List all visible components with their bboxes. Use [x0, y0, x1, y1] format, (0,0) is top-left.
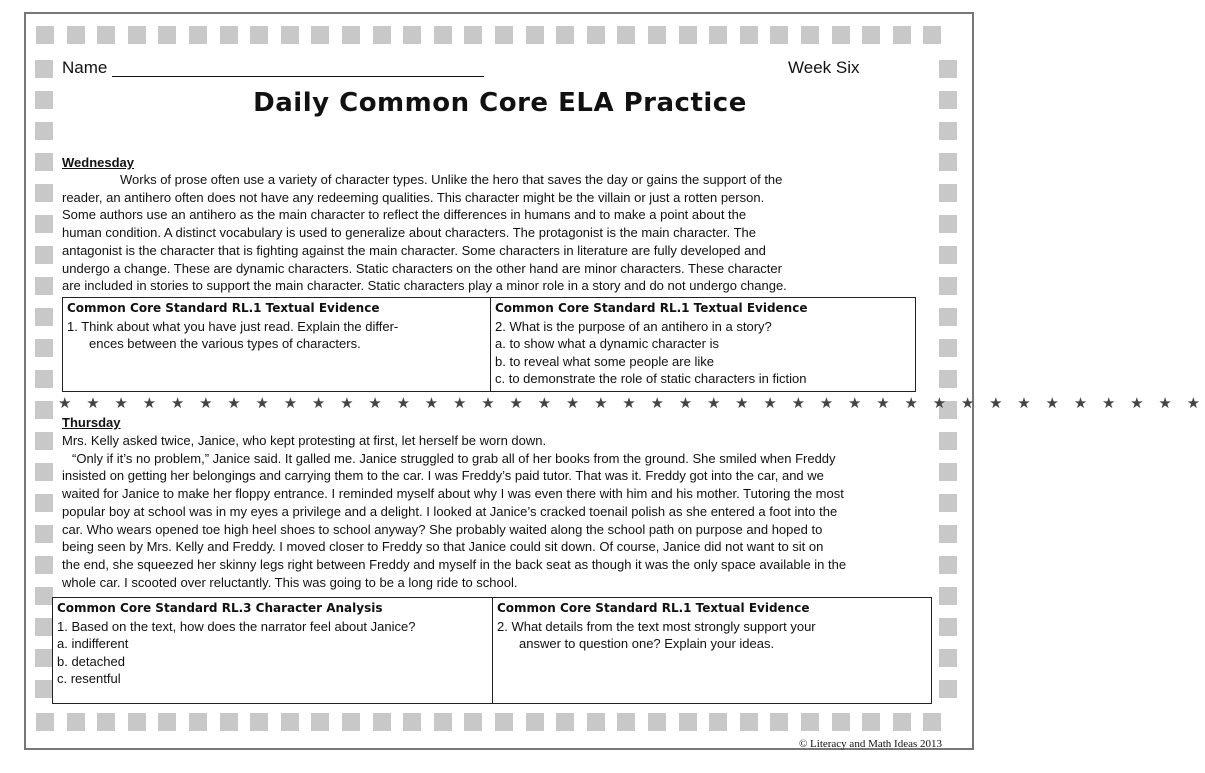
border-square: [35, 153, 53, 171]
question-text: 2. What details from the text most strongly support your: [497, 618, 816, 634]
border-square: [648, 26, 666, 44]
border-square: [35, 370, 53, 388]
wednesday-questions-box: [62, 297, 916, 392]
passage-line: antagonist is the character that is fighting against the main character. Some characters in literature are fully developed and: [62, 242, 766, 258]
border-square: [281, 26, 299, 44]
wednesday-passage: [62, 171, 787, 295]
passage-line: insisted on getting her belongings and carrying them to the car. I was Freddy’s paid tutor. That was it. Freddy got into the car, and we: [62, 468, 824, 484]
question-text: answer to question one? Explain your ideas.: [519, 636, 775, 651]
star-separator: ★ ★ ★ ★ ★ ★ ★ ★ ★ ★ ★ ★ ★ ★ ★ ★ ★ ★ ★ ★ ★ ★ ★ ★ ★ ★ ★ ★ ★ ★ ★ ★ ★ ★ ★ ★ ★ ★ ★ ★ ★: [58, 395, 1205, 412]
border-square: [281, 713, 299, 731]
border-square: [311, 713, 329, 731]
border-square: [220, 713, 238, 731]
passage-line: Works of prose often use a variety of character types. Unlike the hero that saves the day or gains the support of the: [120, 172, 783, 187]
question-text: 2. What is the purpose of an antihero in a story?: [495, 318, 772, 334]
border-square: [709, 26, 727, 44]
name-label: Name: [62, 58, 108, 77]
border-square: [97, 26, 115, 44]
border-square: [939, 494, 957, 512]
border-square: [939, 122, 957, 140]
border-square: [35, 339, 53, 357]
border-square: [67, 713, 85, 731]
border-square: [158, 713, 176, 731]
border-square: [679, 713, 697, 731]
border-square: [434, 713, 452, 731]
border-square: [35, 556, 53, 574]
border-square: [709, 713, 727, 731]
border-square: [35, 587, 53, 605]
wednesday-question-1[interactable]: [63, 298, 490, 391]
border-square: [801, 26, 819, 44]
border-square: [939, 432, 957, 450]
border-square: [403, 26, 421, 44]
page-title: Daily Common Core ELA Practice: [253, 88, 747, 118]
border-square: [464, 713, 482, 731]
border-square: [939, 184, 957, 202]
border-square: [893, 26, 911, 44]
border-square: [35, 215, 53, 233]
border-square: [464, 26, 482, 44]
answer-option-a[interactable]: a. to show what a dynamic character is: [495, 336, 719, 351]
border-square: [556, 26, 574, 44]
standard-label: Common Core Standard RL.1 Textual Evidence: [497, 601, 810, 615]
border-square: [158, 26, 176, 44]
border-square: [434, 26, 452, 44]
week-label: Week Six: [788, 58, 860, 77]
passage-line: car. Who wears opened toe high heel shoes to school anyway? She probably waited along the school path on purpose and hoped to: [62, 521, 823, 537]
passage-line: are included in stories to support the main character. Static characters play a minor role in a story and do not undergo change.: [62, 278, 787, 294]
border-square: [35, 494, 53, 512]
wednesday-question-2: [490, 298, 915, 391]
border-square: [801, 713, 819, 731]
border-square: [35, 308, 53, 326]
border-square: [617, 26, 635, 44]
border-square: [36, 26, 54, 44]
border-square: [923, 26, 941, 44]
passage-line: whole car. I scooted over reluctantly. This was going to be a long ride to school.: [62, 574, 518, 590]
answer-option-c[interactable]: c. resentful: [57, 671, 121, 686]
border-square: [36, 713, 54, 731]
answer-option-b[interactable]: b. to reveal what some people are like: [495, 353, 714, 369]
border-square: [67, 26, 85, 44]
question-text: 1. Based on the text, how does the narrator feel about Janice?: [57, 618, 416, 634]
name-line[interactable]: [112, 76, 484, 77]
border-square: [740, 26, 758, 44]
border-square: [35, 184, 53, 202]
border-square: [832, 26, 850, 44]
border-square: [35, 246, 53, 264]
border-square: [97, 713, 115, 731]
answer-option-b[interactable]: b. detached: [57, 653, 125, 669]
passage-line: “Only if it’s no problem,” Janice said. It galled me. Janice struggled to grab all of her books from the ground. She smiled when Freddy: [72, 450, 836, 466]
border-square: [587, 713, 605, 731]
answer-option-a[interactable]: a. indifferent: [57, 636, 129, 651]
passage-line: the end, she squeezed her skinny legs right between Freddy and myself in the back seat as though it was the only space available in the: [62, 556, 847, 572]
border-square: [35, 680, 53, 698]
border-square: [939, 649, 957, 667]
border-square: [556, 713, 574, 731]
border-square: [35, 463, 53, 481]
thursday-passage: [62, 432, 846, 591]
answer-option-c[interactable]: c. to demonstrate the role of static characters in fiction: [495, 371, 807, 386]
border-square: [939, 556, 957, 574]
border-square: [35, 525, 53, 543]
border-square: [939, 339, 957, 357]
border-square: [403, 713, 421, 731]
border-square: [35, 618, 53, 636]
border-square: [939, 215, 957, 233]
copyright-notice: © Literacy and Math Ideas 2013: [798, 738, 942, 750]
border-square: [939, 308, 957, 326]
passage-line: Some authors use an antihero as the main character to reflect the differences in humans and to make a point about the: [62, 207, 747, 223]
border-square: [939, 618, 957, 636]
border-square: [679, 26, 697, 44]
border-square: [128, 26, 146, 44]
thursday-question-1: [53, 598, 492, 703]
border-square: [128, 713, 146, 731]
day-heading-wednesday: Wednesday: [62, 155, 135, 170]
border-square: [939, 60, 957, 78]
border-square: [862, 713, 880, 731]
border-square: [250, 26, 268, 44]
border-square: [832, 713, 850, 731]
passage-line: undergo a change. These are dynamic characters. Static characters on the other hand are minor characters. These character: [62, 260, 782, 276]
border-square: [220, 26, 238, 44]
border-square: [342, 26, 360, 44]
border-square: [862, 26, 880, 44]
border-square: [939, 370, 957, 388]
passage-line: Mrs. Kelly asked twice, Janice, who kept protesting at first, let herself be worn down.: [62, 433, 547, 448]
border-square: [939, 463, 957, 481]
question-text: 1. Think about what you have just read. Explain the differ-: [67, 318, 399, 334]
border-square: [495, 713, 513, 731]
thursday-questions-box: [52, 597, 932, 704]
border-square: [189, 26, 207, 44]
border-square: [526, 713, 544, 731]
standard-label: Common Core Standard RL.3 Character Analysis: [57, 601, 383, 615]
standard-label: Common Core Standard RL.1 Textual Evidence: [495, 301, 808, 315]
border-square: [939, 525, 957, 543]
border-square: [311, 26, 329, 44]
border-square: [495, 26, 513, 44]
passage-line: waited for Janice to make her floppy entrance. I reminded myself about why I was even there with him and his mother. Tutoring the most: [62, 486, 844, 502]
passage-line: being seen by Mrs. Kelly and Freddy. I moved closer to Freddy so that Janice could sit down. Of course, Janice did not want to sit on: [62, 539, 824, 555]
border-square: [35, 432, 53, 450]
standard-label: Common Core Standard RL.1 Textual Evidence: [67, 301, 380, 315]
border-square: [373, 713, 391, 731]
border-square: [250, 713, 268, 731]
border-square: [939, 587, 957, 605]
border-square: [939, 246, 957, 264]
passage-line: popular boy at school was in my eyes a privilege and a delight. I looked at Janice’s cracked toenail polish as she entered a foot into the: [62, 503, 838, 519]
border-square: [770, 713, 788, 731]
border-square: [740, 713, 758, 731]
border-square: [189, 713, 207, 731]
thursday-question-2[interactable]: [492, 598, 931, 703]
passage-line: reader, an antihero often does not have any redeeming qualities. This character might be the villain or just a rotten person.: [62, 189, 765, 205]
border-square: [373, 26, 391, 44]
border-square: [587, 26, 605, 44]
border-square: [893, 713, 911, 731]
border-square: [35, 277, 53, 295]
border-square: [939, 680, 957, 698]
border-square: [939, 277, 957, 295]
passage-line: human condition. A distinct vocabulary is used to generalize about characters. The protagonist is the main character. The: [62, 225, 756, 241]
border-square: [923, 713, 941, 731]
border-square: [35, 60, 53, 78]
border-square: [526, 26, 544, 44]
border-square: [342, 713, 360, 731]
border-square: [617, 713, 635, 731]
border-square: [648, 713, 666, 731]
question-text: ences between the various types of characters.: [89, 336, 361, 351]
border-square: [35, 122, 53, 140]
border-square: [35, 649, 53, 667]
border-square: [35, 401, 53, 419]
border-square: [770, 26, 788, 44]
border-square: [939, 153, 957, 171]
day-heading-thursday: Thursday: [62, 415, 121, 430]
